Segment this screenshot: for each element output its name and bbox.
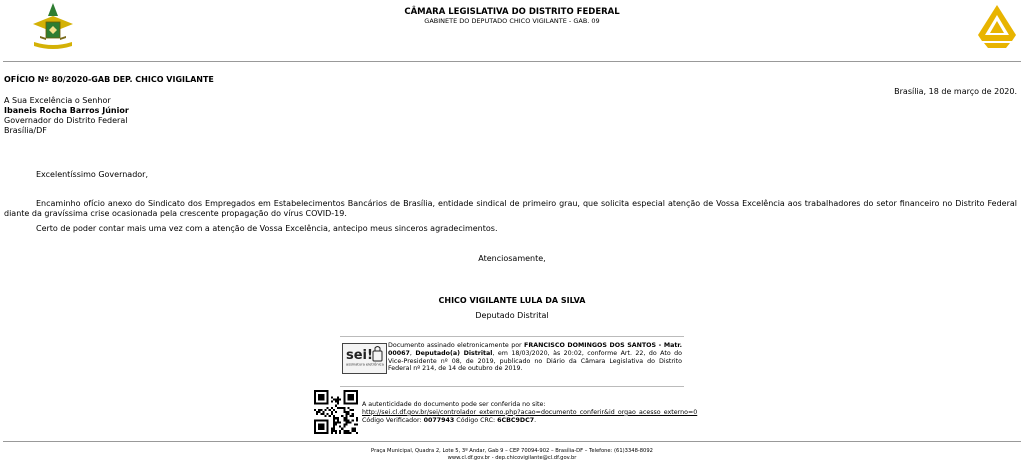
sei-logo-caption: assinatura eletrônica (346, 362, 384, 367)
document-date: Brasília, 18 de março de 2020. (894, 87, 1017, 96)
recipient-salutation: A Sua Excelência o Senhor (4, 96, 111, 105)
footer-divider (3, 441, 1021, 442)
recipient-position: Governador do Distrito Federal (4, 116, 128, 125)
recipient-block (4, 96, 129, 136)
signature-text: Documento assinado eletronicamente por FRANCISCO DOMINGOS DOS SANTOS - Matr. 00067, Deputado(a) Distrital, em 18/03/2020, às 20:02, conforme Art. 22, do Ato do Vice-Presidente nº 08, de 2019, publicado no Diário da Câmara Legislativa do Distrito Federal nº 214, de 14 de outubro de 2019. (388, 342, 682, 373)
signature-divider-bottom (340, 386, 684, 387)
body-paragraph-1: Encaminho ofício anexo do Sindicato dos Empregados em Estabelecimentos Bancários de Brasília, entidade sindical de primeiro grau, que solicita especial atenção de Vossa Excelência aos trabalhadores do setor financeiro no Distrito Federal diante da gravíssima crise ocasionada pela crescente propagação do vírus COVID-19. (4, 199, 1017, 218)
crc-code: 6CBC9DC7 (497, 416, 535, 424)
verification-codes: Código Verificador: 0077943 Código CRC: 6CBC9DC7. (362, 416, 537, 424)
signatory-role: Deputado Distrital (475, 311, 549, 320)
greeting: Excelentíssimo Governador, (36, 170, 149, 179)
recipient-name: Ibaneis Rocha Barros Júnior (4, 106, 129, 115)
verification-link[interactable]: http://sei.cl.df.gov.br/sei/controlador_externo.php?acao=documento_conferir&id_orgao_acesso_externo=0 (362, 408, 698, 416)
qr-code-icon (314, 390, 358, 434)
body-paragraph-2: Certo de poder contar mais uma vez com a atenção de Vossa Excelência, antecipo meus sinceros agradecimentos. (36, 224, 498, 233)
sei-signature-logo (342, 343, 387, 374)
header-subtitle: GABINETE DO DEPUTADO CHICO VIGILANTE - GAB. 09 (424, 17, 600, 25)
sei-logo-icon (343, 344, 386, 373)
recipient-city: Brasília/DF (4, 126, 47, 135)
sei-logo-text: sei! (346, 348, 373, 363)
authenticity-intro: A autenticidade do documento pode ser conferida no site: (362, 401, 546, 408)
document-reference: OFÍCIO Nº 80/2020-GAB DEP. CHICO VIGILANTE (4, 75, 214, 84)
signer-name: FRANCISCO DOMINGOS DOS SANTOS - Matr. 00067 (388, 342, 682, 357)
footer-contact: www.cl.df.gov.br - dep.chicovigilante@cl.df.gov.br (447, 455, 577, 461)
footer-address: Praça Municipal, Quadra 2, Lote 5, 3º Andar, Gab 9 – CEP 70094-902 – Brasília-DF – Telefone: (61)3348-8092 (371, 448, 653, 454)
signature-divider-top (340, 336, 684, 337)
closing: Atenciosamente, (478, 254, 546, 263)
header-divider (3, 61, 1021, 62)
header-title: CÂMARA LEGISLATIVA DO DISTRITO FEDERAL (404, 7, 620, 17)
authenticity-block (362, 401, 712, 424)
signer-role: Deputado(a) Distrital (415, 349, 493, 357)
signatory-name: CHICO VIGILANTE LULA DA SILVA (438, 296, 586, 305)
verifier-code: 0077943 (423, 416, 455, 424)
